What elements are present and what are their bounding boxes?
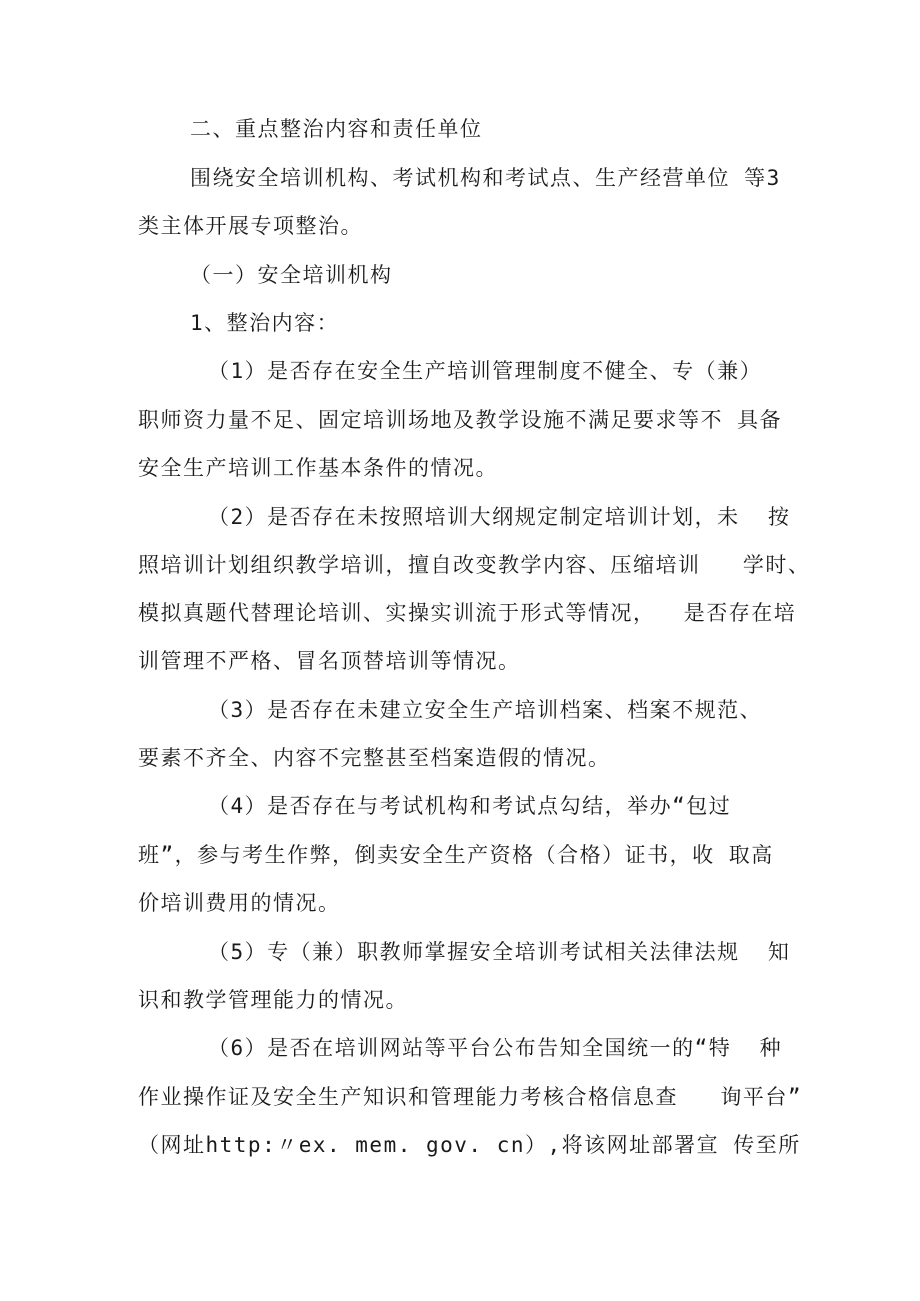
intro-line-2: 类主体开展专项整治。	[138, 214, 363, 238]
item-6-line-1: （6）是否在培训网站等平台公布告知全国统一的“特 种	[208, 1036, 783, 1060]
item-4-line-3: 价培训费用的情况。	[138, 891, 341, 915]
item-1-line-3: 安全生产培训工作基本条件的情况。	[138, 456, 498, 480]
item-2-line-1: （2）是否存在未按照培训大纲规定制定培训计划，未 按	[208, 505, 791, 529]
item-2-line-4: 训管理不严格、冒名顶替培训等情况。	[138, 649, 521, 673]
item-3-line-2: 要素不齐全、内容不完整甚至档案造假的情况。	[138, 746, 611, 770]
intro-line-1: 围绕安全培训机构、考试机构和考试点、生产经营单位 等3	[190, 166, 781, 190]
item-3-line-1: （3）是否存在未建立安全生产培训档案、档案不规范、	[208, 698, 763, 722]
item-5-line-2: 识和教学管理能力的情况。	[138, 988, 408, 1012]
subsection-heading: （一）安全培训机构	[190, 263, 393, 287]
item-6-line-2: 作业操作证及安全生产知识和管理能力考核合格信息查 询平台”	[138, 1085, 803, 1109]
item-6-line-3: （网址http:〃ex. mem. gov. cn）,将该网址部署宣 传至所	[138, 1133, 801, 1157]
item-2-line-2: 照培训计划组织教学培训，擅自改变教学内容、压缩培训 学时、	[138, 553, 811, 577]
item-heading: 1、整治内容：	[190, 311, 340, 335]
item-4-line-2: 班”，参与考生作弊，倒卖安全生产资格（合格）证书，收 取高	[138, 843, 774, 867]
section-heading: 二、重点整治内容和责任单位	[190, 117, 483, 141]
item-1-line-1: （1）是否存在安全生产培训管理制度不健全、专（兼）	[208, 359, 763, 383]
item-5-line-1: （5）专（兼）职教师掌握安全培训考试相关法律法规 知	[208, 940, 791, 964]
item-4-line-1: （4）是否存在与考试机构和考试点勾结，举办“包过	[208, 794, 732, 818]
item-2-line-3: 模拟真题代替理论培训、实操实训流于形式等情况， 是否存在培	[138, 601, 797, 625]
item-1-line-2: 职师资力量不足、固定培训场地及教学设施不满足要求等不 具备	[138, 408, 783, 432]
